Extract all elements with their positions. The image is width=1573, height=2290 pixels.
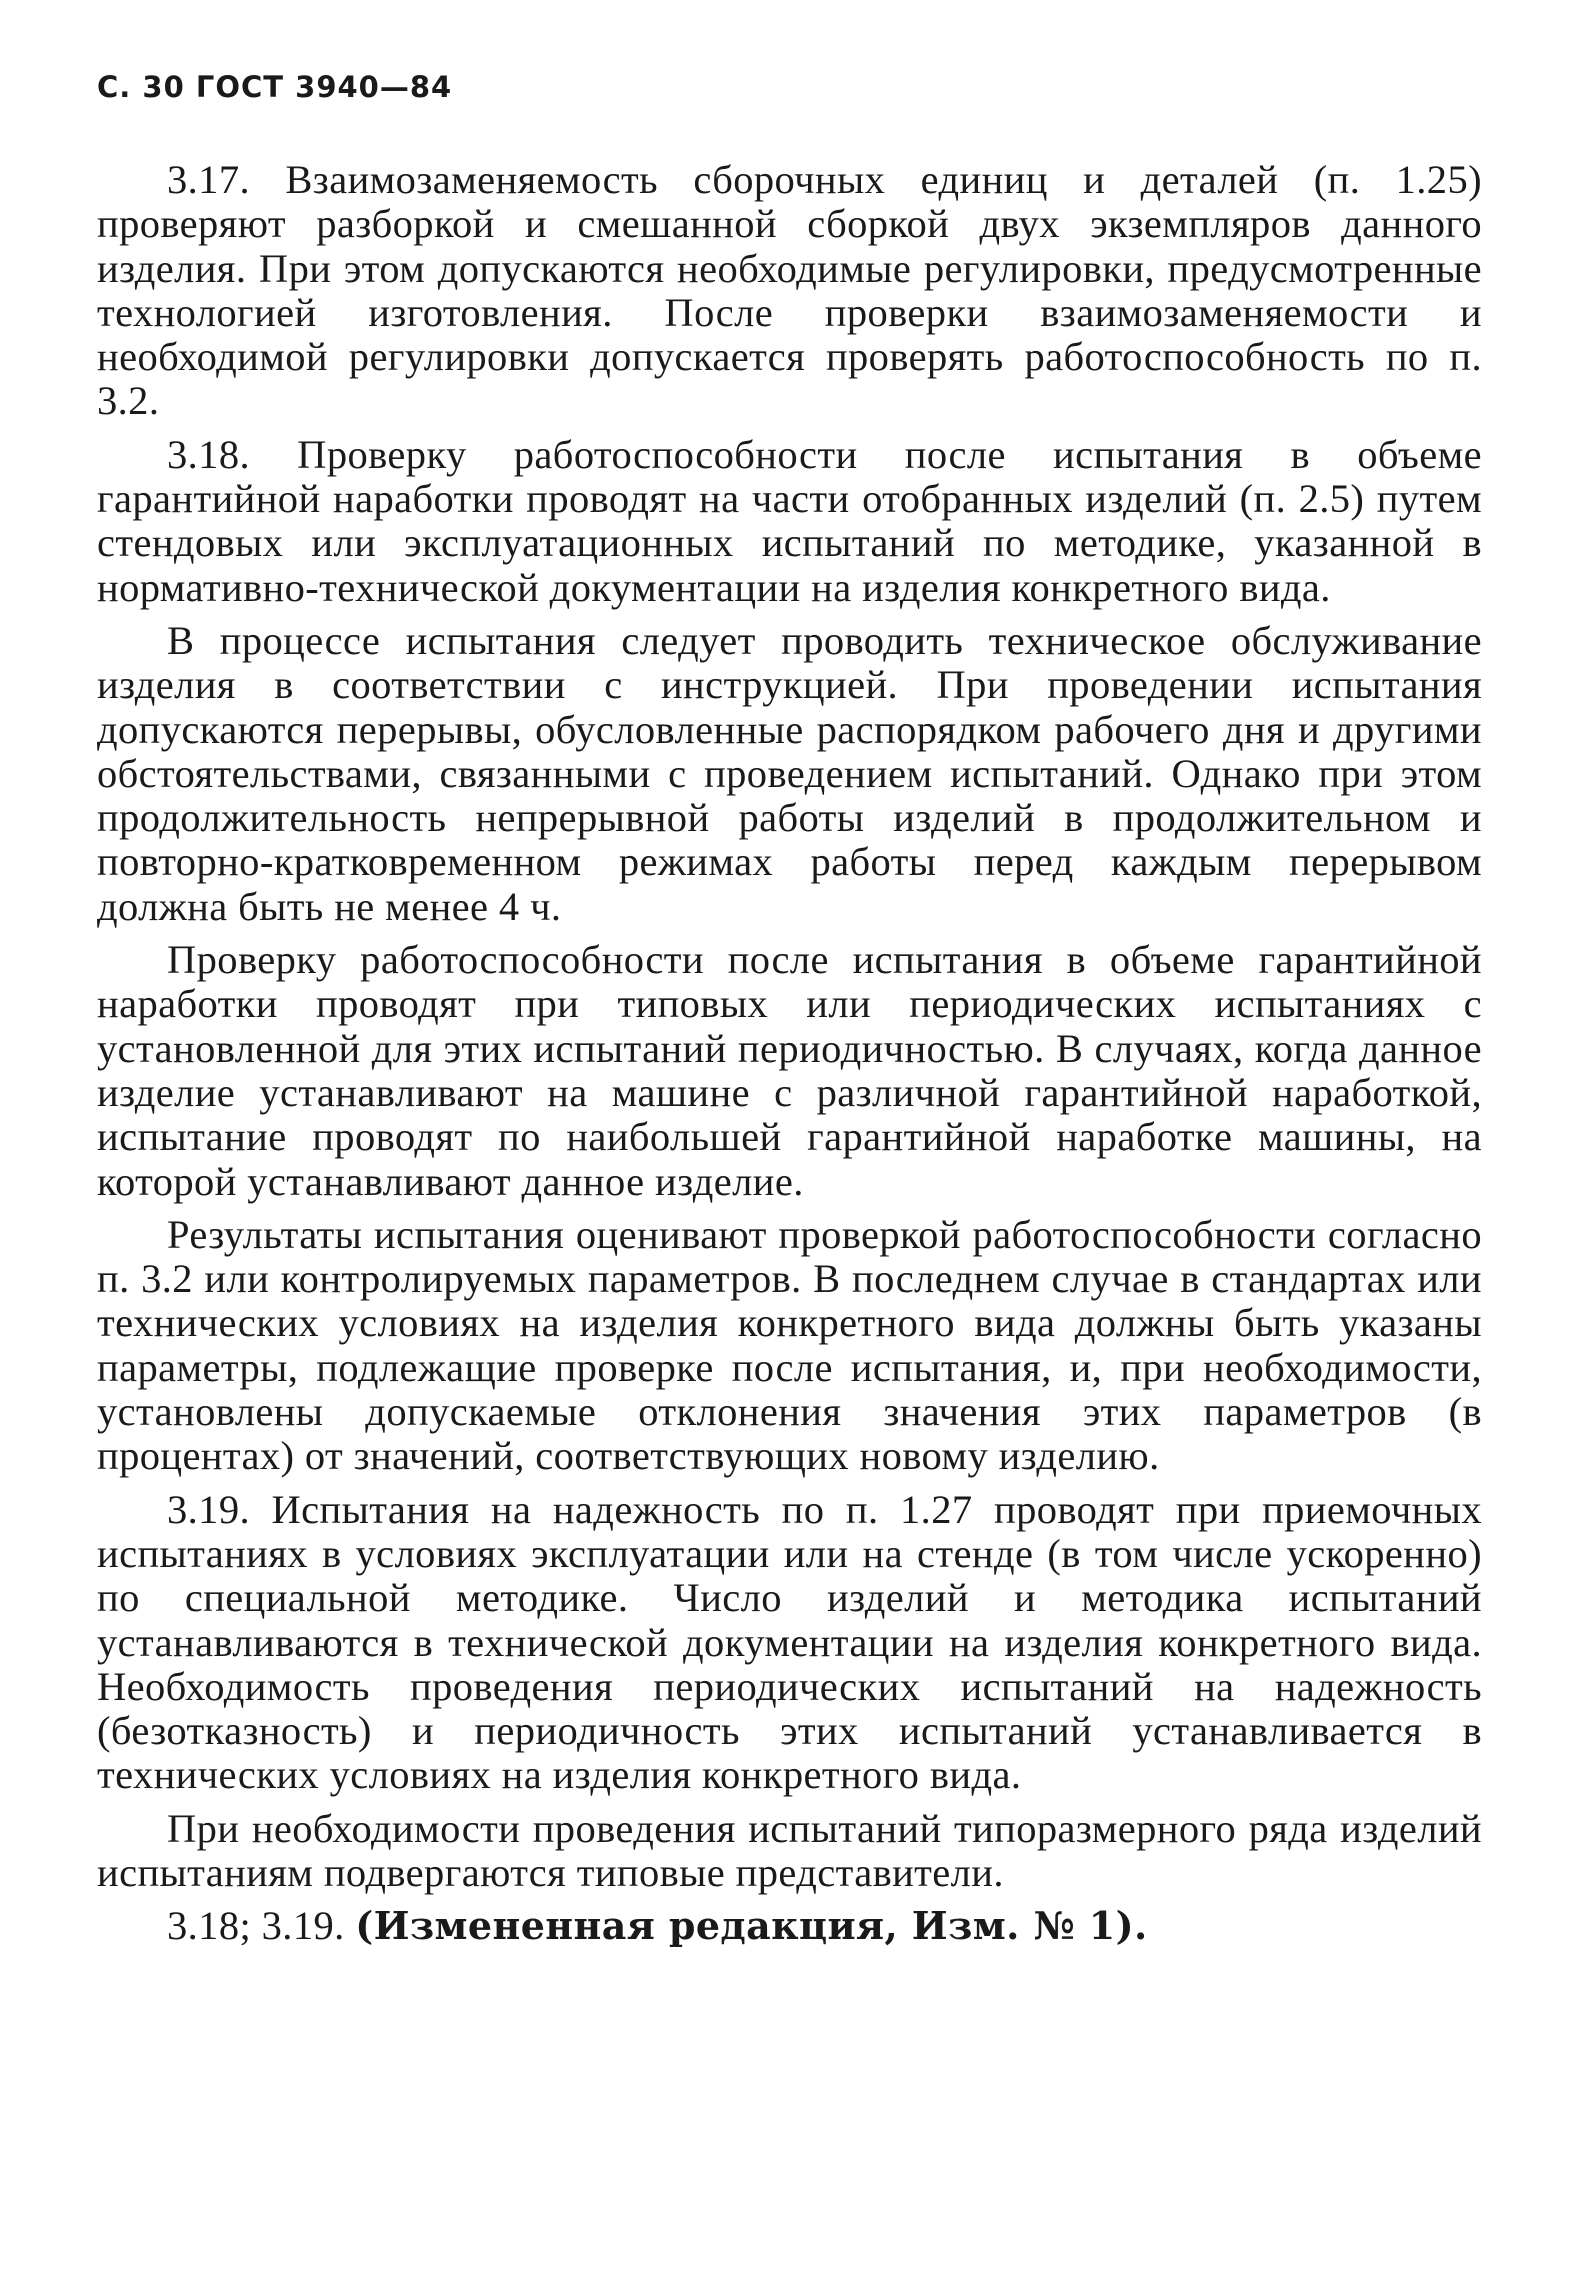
amendment-clauses: 3.18; 3.19.: [167, 1903, 345, 1949]
paragraph-results: Результаты испытания оценивают проверкой работоспособности согласно п. 3.2 или контролируемых параметров. В последнем случае в стандартах или технических условиях на изделия конкретного вида должны быть указаны параметры, подлежащие проверке после испытания, и, при необходимости, установлены допускаемые отклонения значения этих параметров (в процентах) от значений, соответствующих новому изделию.: [97, 1211, 1482, 1479]
document-body: [97, 158, 1482, 1949]
paragraph-periodic-check: Проверку работоспособности после испытания в объеме гарантийной наработки проводят при типовых или периодических испытаниях с установленной для этих испытаний периодичностью. В случаях, когда данное изделие устанавливают на машине с различной гарантийной наработкой, испытание проводят по наибольшей гарантийной наработке машины, на которой устанавливают данное изделие.: [97, 937, 1482, 1204]
amendment-line: [97, 1904, 1482, 1948]
paragraph-3-19: 3.19. Испытания на надежность по п. 1.27 проводят при приемочных испытаниях в условиях эксплуатации или на стенде (в том числе ускоренно) по специальной методике. Число изделий и методика испытаний устанавливаются в технической документации на изделия конкретного вида. Необходимость проведения периодических испытаний на надежность (безотказность) и периодичность этих испытаний устанавливается в технических условиях на изделия конкретного вида.: [97, 1486, 1482, 1798]
paragraph-3-18: 3.18. Проверку работоспособности после испытания в объеме гарантийной наработки проводят на части отобранных изделий (п. 2.5) путем стендовых или эксплуатационных испытаний по методике, указанной в нормативно-технической документации на изделия конкретного вида.: [97, 431, 1482, 610]
paragraph-typical-representatives: При необходимости проведения испытаний типоразмерного ряда изделий испытаниям подвергаются типовые представители.: [97, 1805, 1482, 1895]
amendment-note: (Измененная редакция, Изм. № 1).: [355, 1903, 1148, 1949]
page-header: С. 30 ГОСТ 3940—84: [97, 70, 453, 104]
paragraph-3-17: 3.17. Взаимозаменяемость сборочных единиц и деталей (п. 1.25) проверяют разборкой и смешанной сборкой двух экземпляров данного изделия. При этом допускаются необходимые регулировки, предусмотренные технологией изготовления. После проверки взаимозаменяемости и необходимой регулировки допускается проверять работоспособность по п. 3.2.: [97, 157, 1482, 424]
paragraph-maintenance: В процессе испытания следует проводить техническое обслуживание изделия в соответствии с инструкцией. При проведении испытания допускаются перерывы, обусловленные распорядком рабочего дня и другими обстоятельствами, связанными с проведением испытаний. Однако при этом продолжительность непрерывной работы изделий в продолжительном и повторно-кратковременном режимах работы перед каждым перерывом должна быть не менее 4 ч.: [97, 617, 1482, 929]
